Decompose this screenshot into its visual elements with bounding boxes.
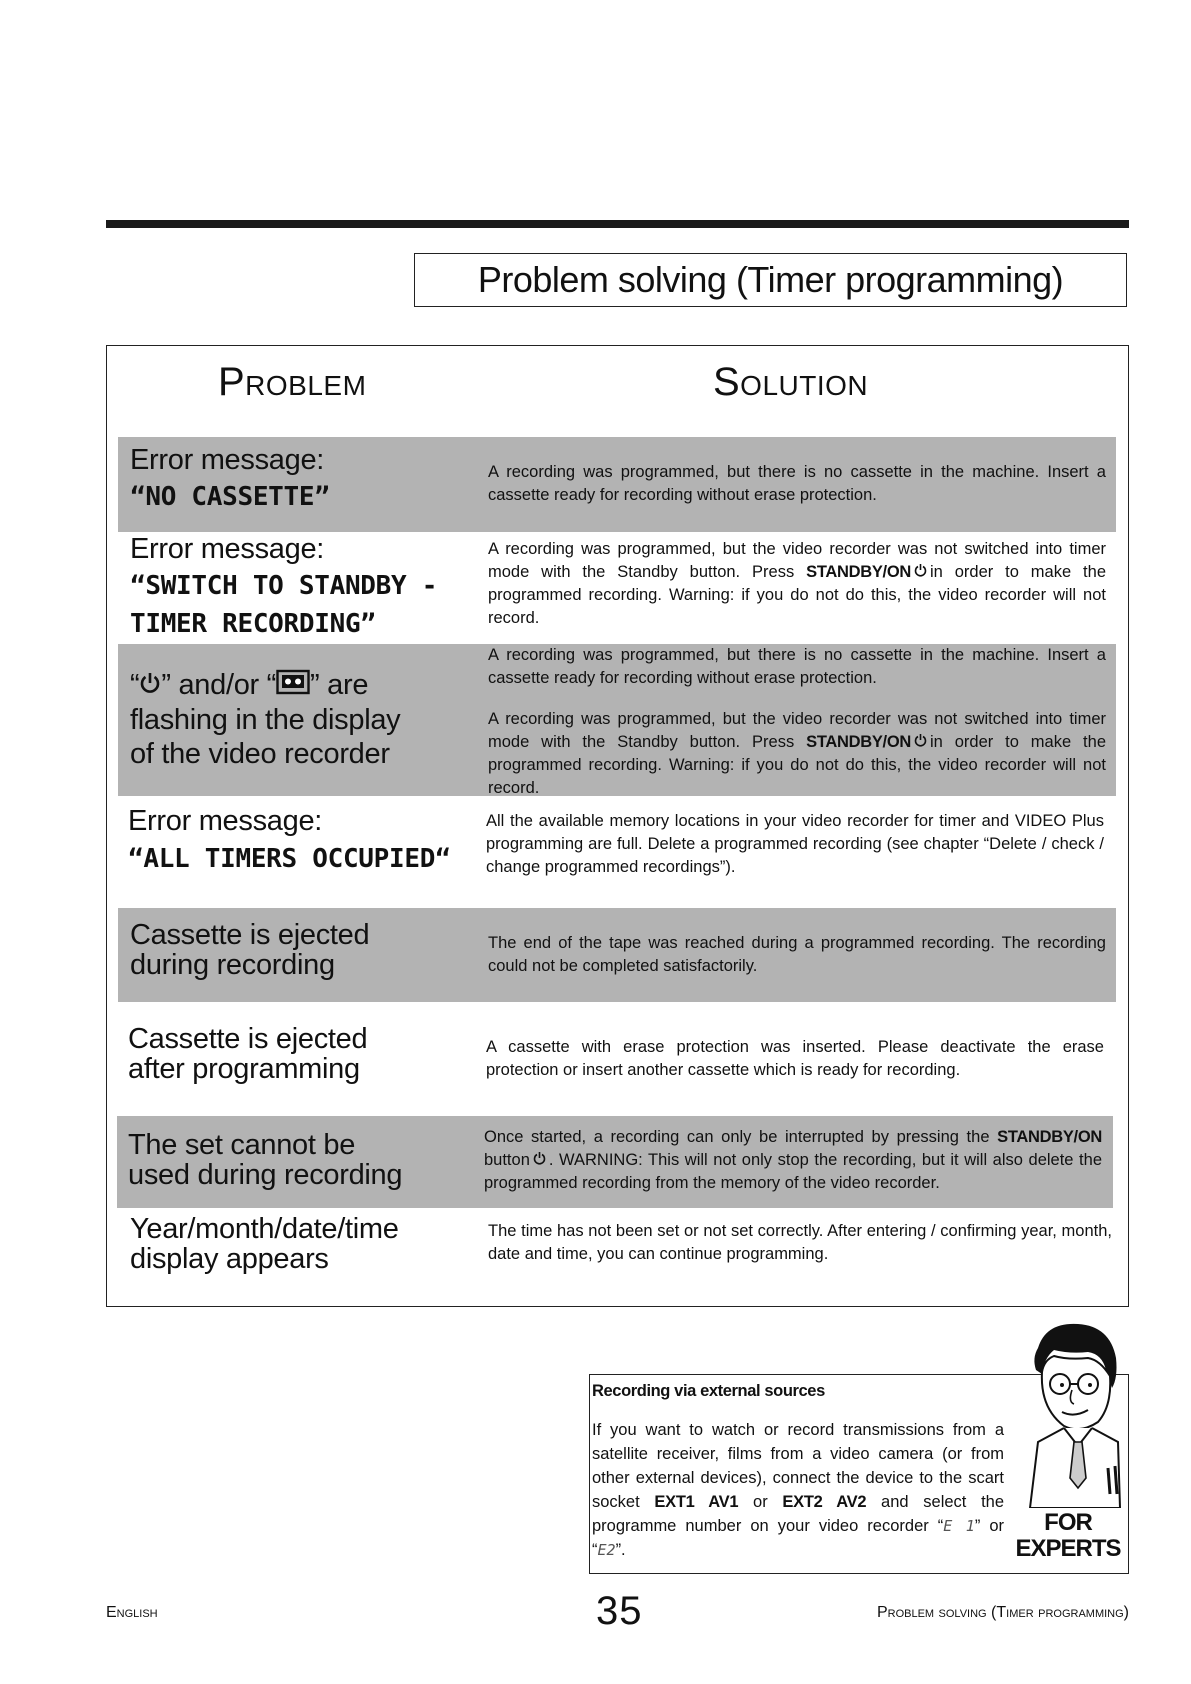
column-header-problem: Problem — [218, 360, 367, 404]
power-icon — [914, 561, 927, 584]
footer-section-title: Problem solving (Timer programming) — [876, 1604, 1129, 1621]
table-row — [118, 644, 1116, 796]
table-row — [118, 1208, 1116, 1298]
table-row — [118, 908, 1116, 1002]
power-icon — [914, 731, 927, 754]
problem-cell: Year/month/date/time display appears — [130, 1213, 399, 1275]
solution-cell: A cassette with erase protection was inserted. Please deactivate the erase protection or insert another cassette which is ready for recording. — [486, 1038, 1104, 1079]
solution-cell: Once started, a recording can only be interrupted by pressing the STANDBY/ON button . WARNING: This will not only stop the recording, but it will also delete the programmed recording from the memory of the video recorder. — [484, 1128, 1102, 1192]
problem-cell: “ ” and/or “ ” are flashing in the display of the video recorder — [130, 669, 401, 771]
solution-cell: The time has not been set or not set correctly. After entering / confirming year, month, date and time, you can continue programming. — [488, 1222, 1112, 1263]
cassette-icon — [276, 669, 310, 703]
table-row — [118, 437, 1116, 532]
expert-tip-text: If you want to watch or record transmissions from a satellite receiver, films from a video camera (or from other external devices), connect the device to the scart socket EXT1 AV1 or EXT2 AV2 and select the programme number on your video recorder “E 1” or “E2”. — [592, 1421, 1005, 1559]
power-icon — [139, 669, 161, 703]
top-rule — [106, 220, 1129, 228]
expert-tip-title: Recording via external sources — [592, 1382, 825, 1400]
problem-cell: Cassette is ejected after programming — [128, 1023, 368, 1085]
mascot-illustration — [1008, 1318, 1128, 1508]
for-experts-badge: FOR EXPERTS — [1015, 1509, 1121, 1562]
solution-cell: A recording was programmed, but the video recorder was not switched into timer mode with the Standby button. Press STANDBY/ON in order to make the programmed recording. Warning: if you do not do this, the video recorder will not record. — [488, 540, 1106, 627]
page-number: 35 — [596, 1589, 643, 1633]
problem-cell: Error message: “SWITCH TO STANDBY - TIMER RECORDING” — [130, 533, 438, 639]
problem-cell: Error message: “ALL TIMERS OCCUPIED“ — [128, 805, 451, 874]
power-icon — [533, 1149, 546, 1172]
column-header-solution: Solution — [713, 360, 869, 404]
solution-cell: A recording was programmed, but there is no cassette in the machine. Insert a cassette ready for recording without erase protection. — [488, 463, 1106, 504]
footer-language: English — [106, 1604, 158, 1621]
solution-cell: The end of the tape was reached during a programmed recording. The recording could not be completed satisfactorily. — [488, 934, 1106, 975]
solution-cell: All the available memory locations in your video recorder for timer and VIDEO Plus programming are full. Delete a programmed recording (see chapter “Delete / check / change programmed recordings”). — [486, 812, 1104, 876]
page-title: Problem solving (Timer programming) — [414, 253, 1127, 307]
table-row — [117, 1116, 1113, 1208]
table-row — [118, 1002, 1116, 1116]
problem-cell: Error message: “NO CASSETTE” — [130, 444, 330, 512]
table-row — [118, 796, 1116, 908]
problem-cell: The set cannot be used during recording — [128, 1129, 403, 1191]
table-row — [118, 532, 1116, 644]
solution-cell: A recording was programmed, but there is no cassette in the machine. Insert a cassette ready for recording without erase protection. A recording was programmed, but the video recorder was not switched into timer mode with the Standby button. Press STANDBY/ON in order to make the programmed recording. Warning: if you do not do this, the video recorder will not record. — [488, 646, 1106, 797]
problem-cell: Cassette is ejected during recording — [130, 919, 370, 981]
